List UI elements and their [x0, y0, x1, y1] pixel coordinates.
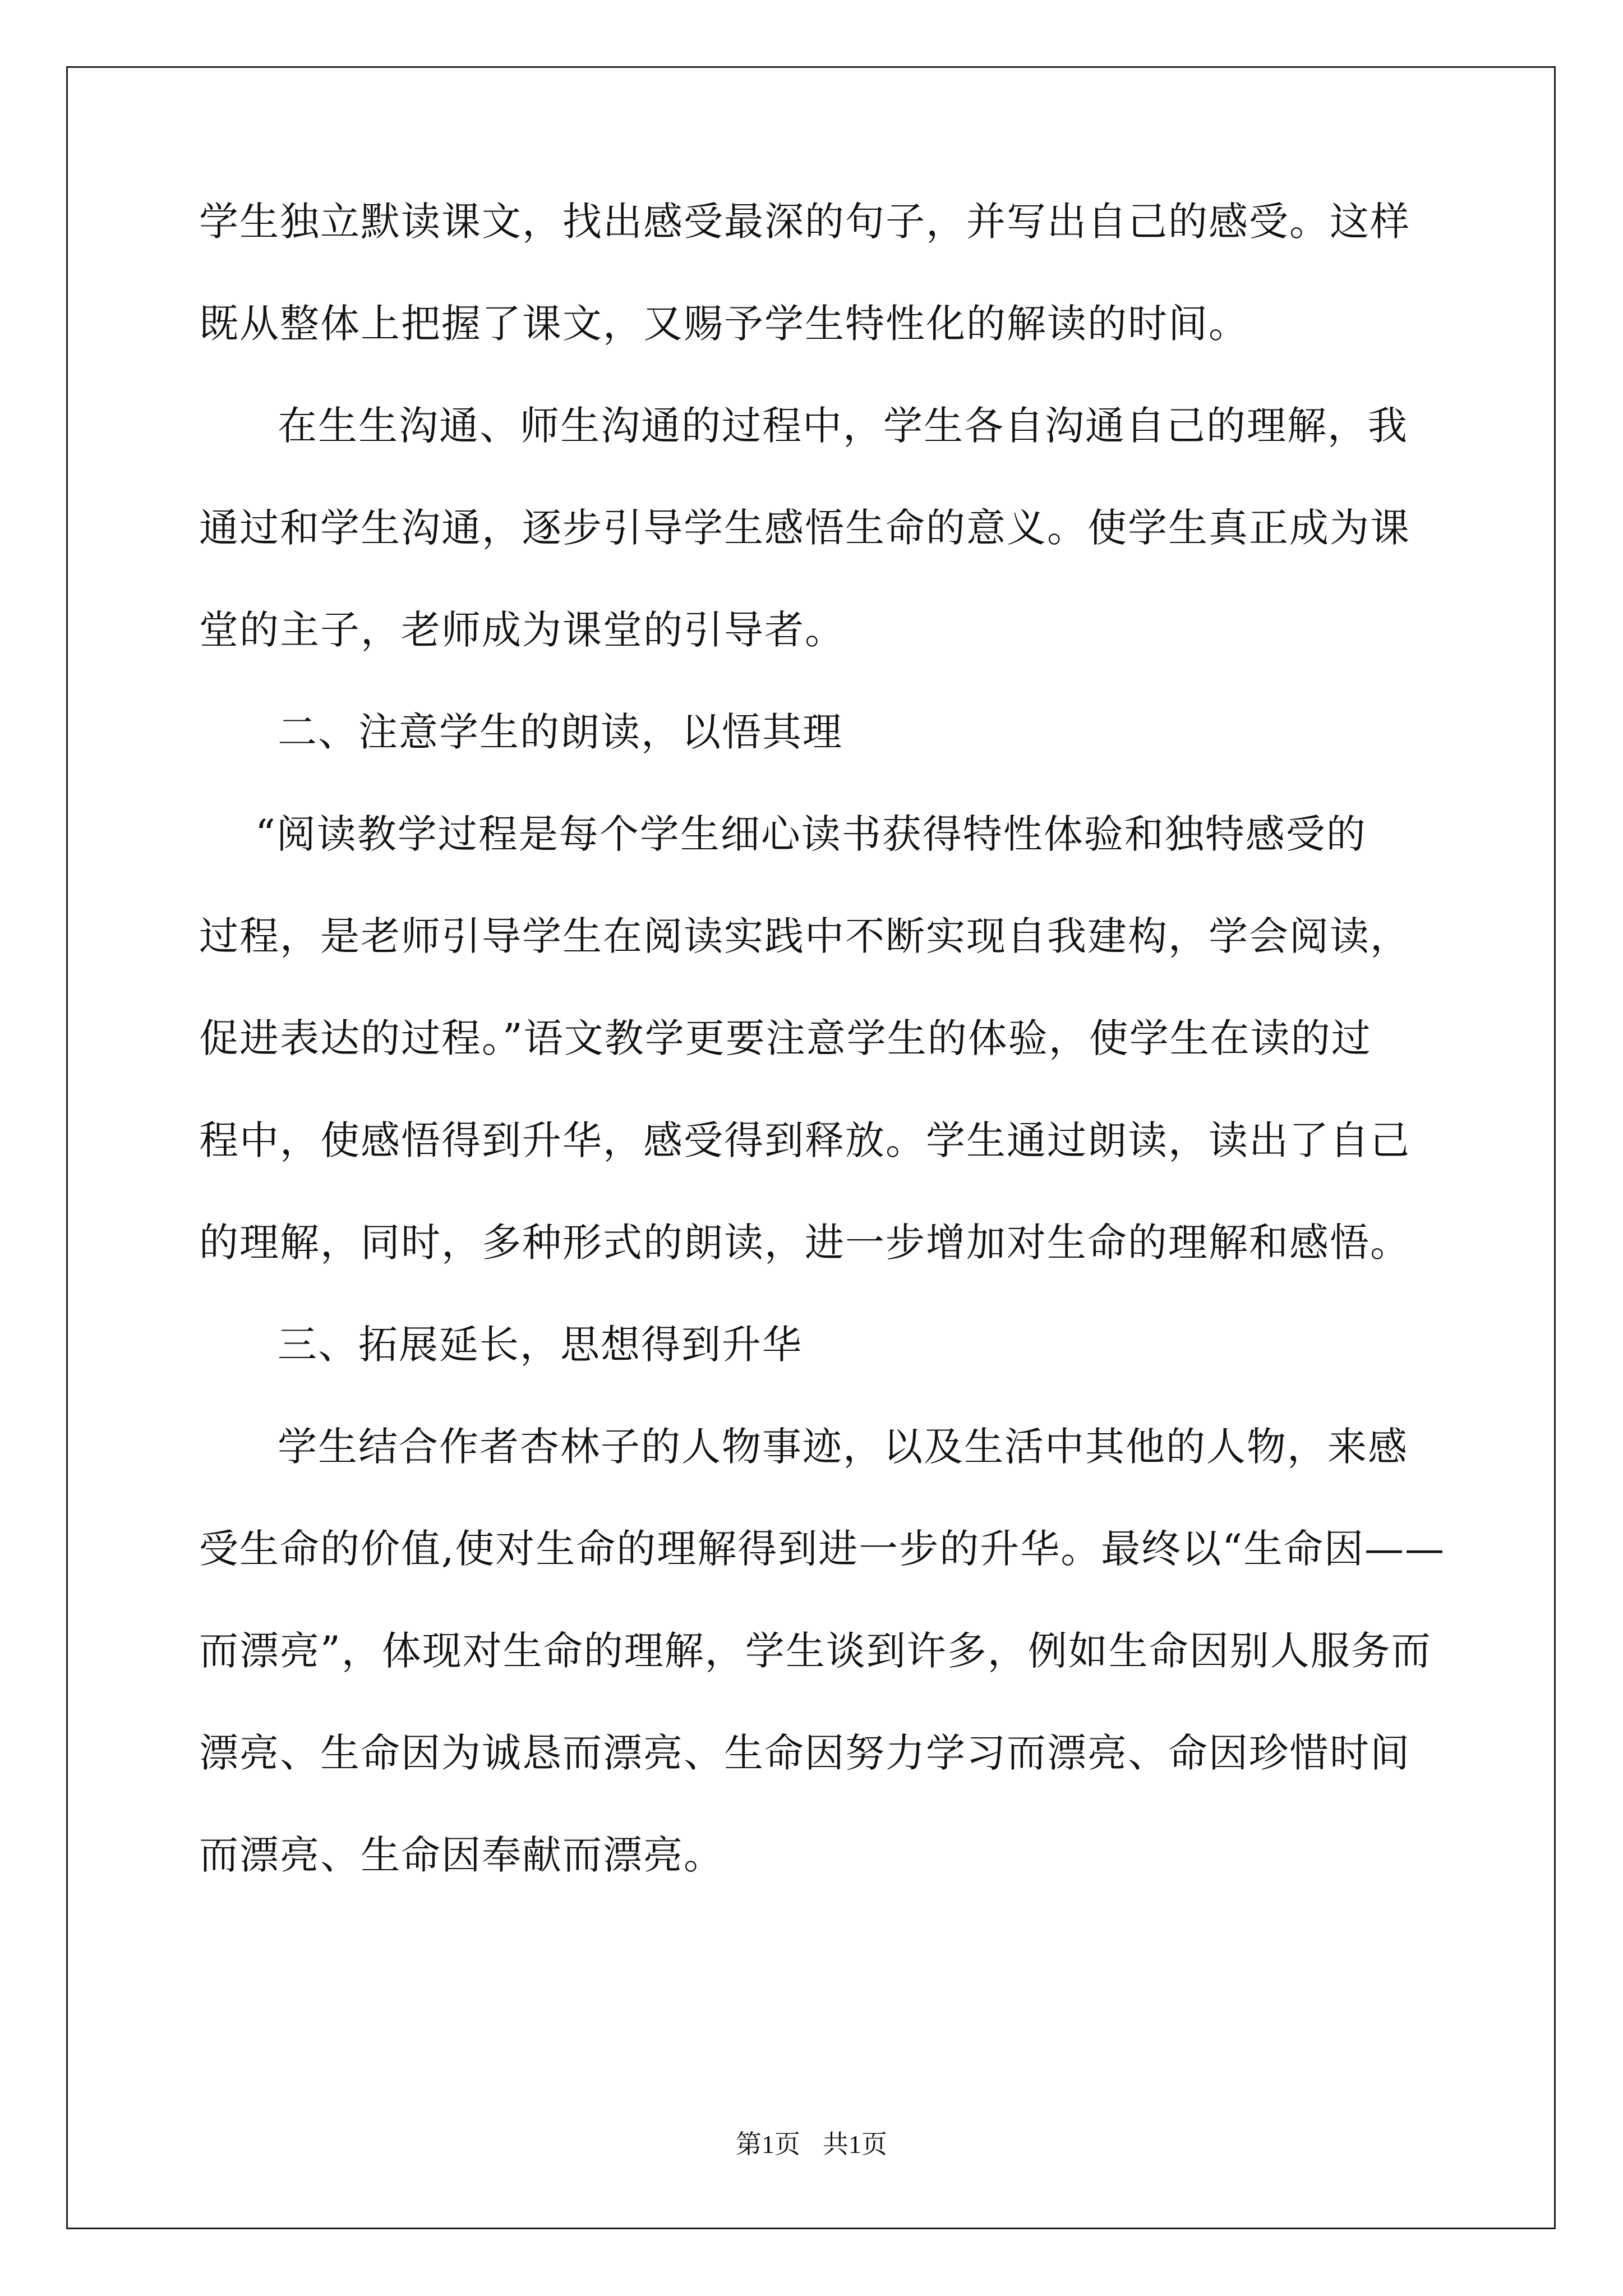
paragraph-line: 漂亮、生命因为诚恳而漂亮、生命因努力学习而漂亮、命因珍惜时间 — [199, 1730, 1410, 1776]
paragraph-line: 而漂亮、生命因奉献而漂亮。 — [199, 1832, 724, 1878]
paragraph-line: 促进表达的过程。”语文教学更要注意学生的体验，使学生在读的过 — [199, 1015, 1372, 1061]
paragraph-line: 受生命的价值,使对生命的理解得到进一步的升华。最终以“生命因—— — [199, 1526, 1446, 1572]
section-heading: 二、注意学生的朗读，以悟其理 — [278, 709, 843, 755]
paragraph-line: 学生独立默读课文，找出感受最深的句子，并写出自己的感受。这样 — [199, 199, 1410, 245]
paragraph-line: 程中，使感悟得到升华，感受得到释放。学生通过朗读，读出了自己 — [199, 1117, 1410, 1163]
paragraph-line: 通过和学生沟通，逐步引导学生感悟生命的意义。使学生真正成为课 — [199, 505, 1410, 551]
paragraph-line: 过程，是老师引导学生在阅读实践中不断实现自我建构，学会阅读， — [199, 913, 1410, 959]
paragraph-line: 的理解，同时，多种形式的朗读，进一步增加对生命的理解和感悟。 — [199, 1220, 1410, 1266]
paragraph-line: 既从整体上把握了课文，又赐予学生特性化的解读的时间。 — [199, 301, 1249, 347]
paragraph-line: 堂的主子，老师成为课堂的引导者。 — [199, 607, 845, 653]
section-heading: 三、拓展延长，思想得到升华 — [278, 1322, 803, 1368]
page-footer — [0, 2132, 1623, 2157]
page-number-total: 共1页 — [823, 2130, 887, 2159]
paragraph-line: 学生结合作者杏林子的人物事迹，以及生活中其他的人物，来感 — [278, 1424, 1408, 1470]
document-body — [199, 199, 1446, 1938]
paragraph-line: “阅读教学过程是每个学生细心读书获得特性体验和独特感受的 — [255, 811, 1367, 857]
paragraph-line: 在生生沟通、师生沟通的过程中，学生各自沟通自己的理解，我 — [278, 403, 1408, 449]
paragraph-line: 而漂亮”，体现对生命的理解，学生谈到许多，例如生命因别人服务而 — [199, 1628, 1432, 1674]
page-number-current: 第1页 — [736, 2130, 800, 2159]
